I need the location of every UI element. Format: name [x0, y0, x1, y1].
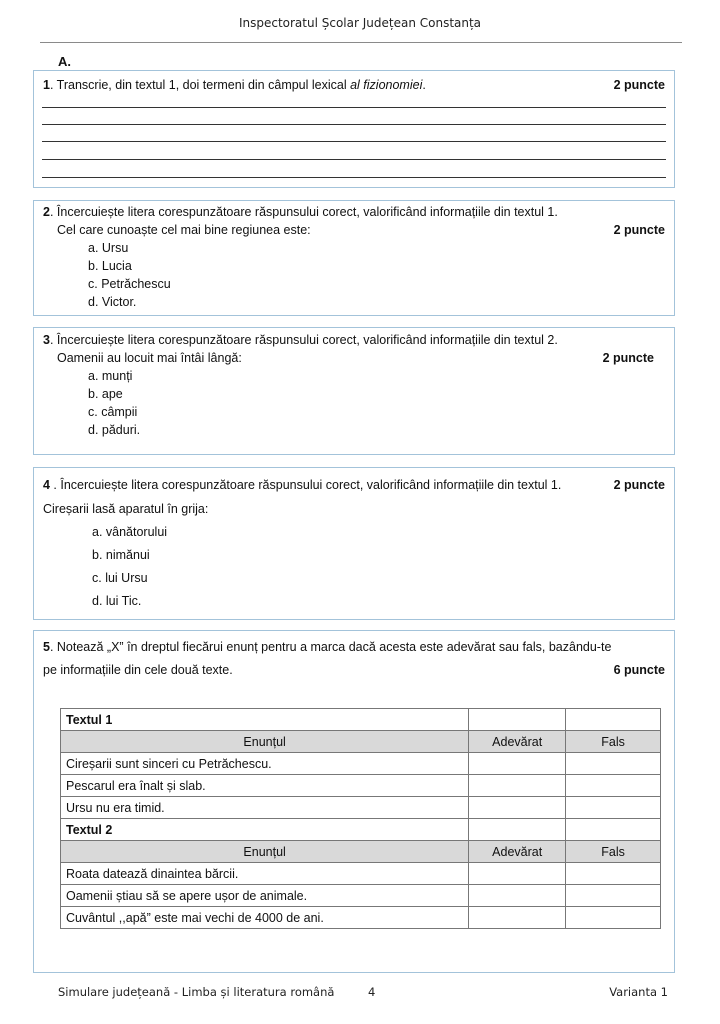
section-label: A. — [58, 54, 71, 69]
false-cell[interactable] — [566, 797, 661, 819]
header-row — [61, 841, 661, 863]
answer-line[interactable] — [42, 159, 666, 160]
footer-right: Varianta 1 — [609, 985, 668, 999]
question-5-text-continued: pe informațiile din cele două texte. — [43, 663, 233, 677]
option-a[interactable]: a. Ursu — [88, 241, 129, 255]
option-c[interactable]: c. câmpii — [88, 405, 138, 419]
answer-line[interactable] — [42, 124, 666, 125]
option-d[interactable]: d. păduri. — [88, 423, 141, 437]
false-cell[interactable] — [566, 907, 661, 929]
option-b[interactable]: b. ape — [88, 387, 123, 401]
question-5-points: 6 puncte — [613, 663, 665, 677]
option-a[interactable]: a. munți — [88, 369, 133, 383]
question-1-box — [33, 70, 675, 188]
question-3-box — [33, 327, 675, 455]
question-5-box — [33, 630, 675, 973]
question-2-prompt: Cel care cunoaște cel mai bine regiunea este: — [57, 223, 311, 237]
option-b[interactable]: b. nimănui — [92, 548, 150, 562]
question-3-points: 2 puncte — [602, 351, 654, 365]
footer-left: Simulare județeană - Limba și literatura română — [58, 985, 335, 999]
option-b[interactable]: b. Lucia — [88, 259, 132, 273]
group-title: Textul 1 — [61, 709, 469, 731]
true-false-table — [60, 708, 661, 929]
table-row — [61, 885, 661, 907]
col-header-false: Fals — [566, 841, 661, 863]
header-row — [61, 731, 661, 753]
question-3-text: 3. Încercuiește litera corespunzătoare răspunsului corect, valorificând informațiile din textul 2. — [43, 333, 558, 347]
false-cell[interactable] — [566, 885, 661, 907]
option-c[interactable]: c. Petrăchescu — [88, 277, 171, 291]
question-1-text: 1. Transcrie, din textul 1, doi termeni din câmpul lexical al fizionomiei. — [43, 78, 426, 92]
group-title-row — [61, 709, 661, 731]
statement: Pescarul era înalt și slab. — [61, 775, 469, 797]
true-cell[interactable] — [469, 863, 566, 885]
answer-line[interactable] — [42, 141, 666, 142]
statement: Oamenii știau să se apere ușor de animale. — [61, 885, 469, 907]
true-cell[interactable] — [469, 753, 566, 775]
question-5-text: 5. Notează „X” în dreptul fiecărui enunț pentru a marca dacă acesta este adevărat sau fals, bazându-te — [43, 640, 612, 654]
statement: Ursu nu era timid. — [61, 797, 469, 819]
col-header-false: Fals — [566, 731, 661, 753]
true-cell[interactable] — [469, 907, 566, 929]
question-4-box — [33, 467, 675, 620]
option-c[interactable]: c. lui Ursu — [92, 571, 148, 585]
option-d[interactable]: d. lui Tic. — [92, 594, 142, 608]
question-3-prompt: Oamenii au locuit mai întâi lângă: — [57, 351, 242, 365]
group-title: Textul 2 — [61, 819, 469, 841]
statement: Cireșarii sunt sinceri cu Petrăchescu. — [61, 753, 469, 775]
question-2-text: 2. Încercuiește litera corespunzătoare răspunsului corect, valorificând informațiile din textul 1. — [43, 205, 558, 219]
option-a[interactable]: a. vânătorului — [92, 525, 168, 539]
table-row — [61, 753, 661, 775]
statement: Roata datează dinaintea bărcii. — [61, 863, 469, 885]
answer-line[interactable] — [42, 107, 666, 108]
question-2-points: 2 puncte — [613, 223, 665, 237]
col-header-true: Adevărat — [469, 731, 566, 753]
group-title-row — [61, 819, 661, 841]
question-1-points: 2 puncte — [613, 78, 665, 92]
col-header-statement: Enunțul — [61, 731, 469, 753]
col-header-statement: Enunțul — [61, 841, 469, 863]
true-cell[interactable] — [469, 775, 566, 797]
true-cell[interactable] — [469, 885, 566, 907]
col-header-true: Adevărat — [469, 841, 566, 863]
false-cell[interactable] — [566, 863, 661, 885]
question-4-prompt: Cireșarii lasă aparatul în grija: — [43, 502, 209, 516]
page-header: Inspectoratul Școlar Județean Constanța — [238, 16, 482, 30]
table-row — [61, 775, 661, 797]
false-cell[interactable] — [566, 775, 661, 797]
table-row — [61, 863, 661, 885]
question-4-text: 4 . Încercuiește litera corespunzătoare răspunsului corect, valorificând informațiile din textul 1. — [43, 478, 562, 492]
statement: Cuvântul ,,apă” este mai vechi de 4000 de ani. — [61, 907, 469, 929]
table-row — [61, 907, 661, 929]
question-4-points: 2 puncte — [613, 478, 665, 492]
footer-page-number: 4 — [368, 985, 376, 999]
option-d[interactable]: d. Victor. — [88, 295, 137, 309]
header-rule — [40, 42, 682, 43]
table-row — [61, 797, 661, 819]
true-cell[interactable] — [469, 797, 566, 819]
answer-line[interactable] — [42, 177, 666, 178]
false-cell[interactable] — [566, 753, 661, 775]
question-2-box — [33, 200, 675, 316]
